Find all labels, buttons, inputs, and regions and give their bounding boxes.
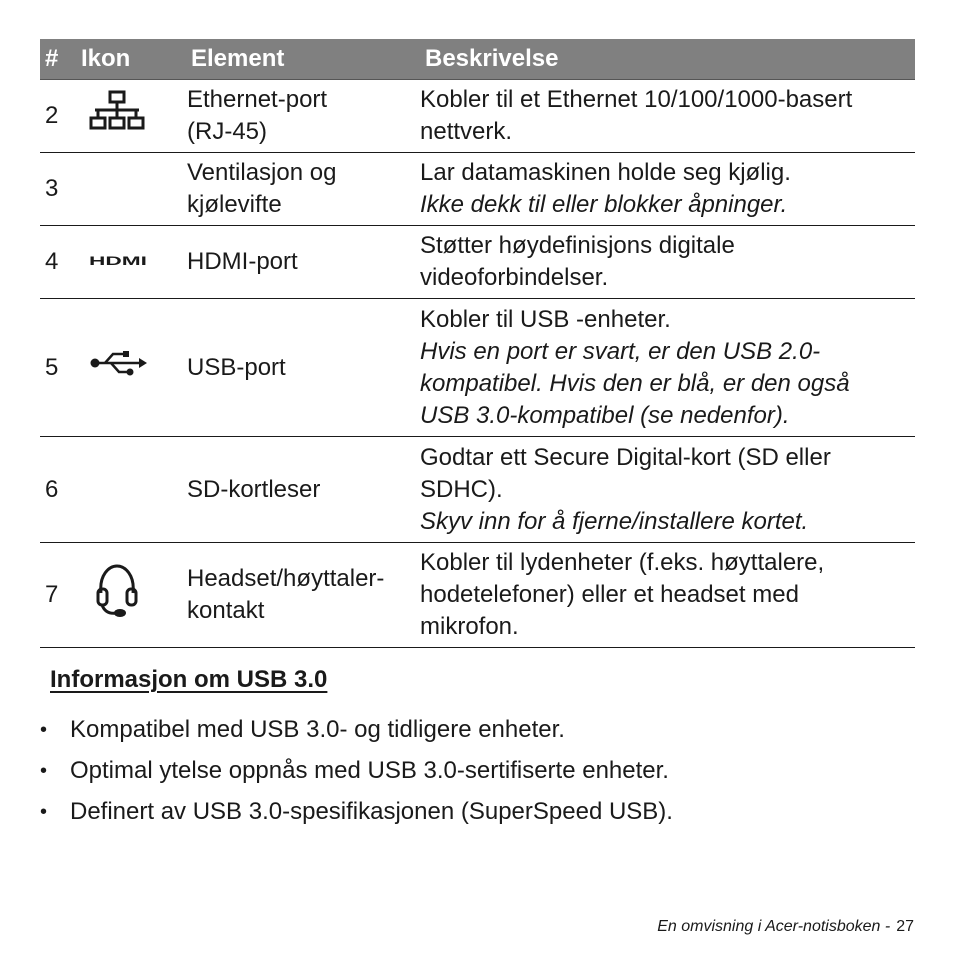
svg-text:HDMI: HDMI xyxy=(89,255,147,268)
row-element xyxy=(186,437,420,543)
list-item xyxy=(40,796,673,837)
usb-icon xyxy=(89,348,186,387)
element-line: USB-port xyxy=(187,353,286,381)
row-icon-cell xyxy=(81,437,186,543)
row-description xyxy=(420,437,915,543)
header-num: # xyxy=(40,39,81,80)
row-number: 3 xyxy=(40,153,81,226)
element-line: HDMI-port xyxy=(187,248,298,275)
ethernet-icon xyxy=(89,90,186,143)
row-number: 2 xyxy=(40,80,81,153)
description-line: hodetelefoner) eller et headset med xyxy=(420,581,799,608)
row-description xyxy=(420,226,915,299)
description-line: SDHC). xyxy=(420,475,503,503)
table-header-row xyxy=(40,39,915,80)
table-row xyxy=(40,153,915,226)
row-element xyxy=(186,80,420,153)
row-icon-cell xyxy=(81,226,186,299)
element-line: Headset/høyttaler- xyxy=(187,565,385,592)
hdmi-icon xyxy=(89,246,186,278)
table-row xyxy=(40,226,915,299)
description-note: Ikke dekk til eller blokker åpninger. xyxy=(420,191,788,218)
description-line: nettverk. xyxy=(420,118,513,145)
row-element xyxy=(186,226,420,299)
row-element xyxy=(186,543,420,648)
row-icon-cell xyxy=(81,80,186,153)
header-icon: Ikon xyxy=(81,39,186,80)
description-line: Kobler til et Ethernet 10/100/1000-basert xyxy=(420,86,853,113)
description-line: Kobler til lydenheter (f.eks. høyttalere, xyxy=(420,549,825,576)
table-row xyxy=(40,299,915,437)
description-line: mikrofon. xyxy=(420,613,519,640)
element-line: SD-kortleser xyxy=(187,475,321,503)
row-description xyxy=(420,153,915,226)
table-row xyxy=(40,437,915,543)
bullet-list xyxy=(40,714,673,837)
description-line: Støtter høydefinisjons digitale xyxy=(420,232,735,259)
table-row xyxy=(40,543,915,648)
table-row xyxy=(40,80,915,153)
row-element xyxy=(186,153,420,226)
bullet-icon: • xyxy=(40,760,48,782)
row-icon-cell xyxy=(81,299,186,437)
element-line: Ventilasjon og xyxy=(187,159,337,186)
description-line: videoforbindelser. xyxy=(420,264,609,291)
headset-icon xyxy=(95,563,186,628)
element-line: kontakt xyxy=(187,597,265,624)
row-number: 4 xyxy=(40,226,81,299)
row-icon-cell xyxy=(81,543,186,648)
header-element: Element xyxy=(186,39,420,80)
row-icon-cell xyxy=(81,153,186,226)
page-footer xyxy=(657,918,914,936)
bullet-icon: • xyxy=(40,719,48,741)
list-item-text: Definert av USB 3.0-spesifikasjonen (SuperSpeed USB). xyxy=(70,798,673,825)
list-item xyxy=(40,755,673,796)
description-note: Hvis en port er svart, er den USB 2.0- xyxy=(420,337,821,365)
description-note: USB 3.0-kompatibel (se nedenfor). xyxy=(420,401,790,429)
description-line: Godtar ett Secure Digital-kort (SD eller xyxy=(420,443,831,471)
header-description: Beskrivelse xyxy=(420,39,915,80)
row-description xyxy=(420,299,915,437)
page-number: 27 xyxy=(896,918,914,935)
description-note: kompatibel. Hvis den er blå, er den også xyxy=(420,369,850,397)
list-item-text: Kompatibel med USB 3.0- og tidligere enheter. xyxy=(70,716,565,743)
element-line: Ethernet-port xyxy=(187,86,328,113)
element-line: (RJ-45) xyxy=(187,118,268,145)
description-line: Lar datamaskinen holde seg kjølig. xyxy=(420,159,791,186)
row-number: 5 xyxy=(40,299,81,437)
row-description xyxy=(420,80,915,153)
description-line: Kobler til USB -enheter. xyxy=(420,305,671,333)
list-item-text: Optimal ytelse oppnås med USB 3.0-sertifiserte enheter. xyxy=(70,757,669,784)
row-number: 7 xyxy=(40,543,81,648)
element-line: kjølevifte xyxy=(187,191,282,218)
section-heading: Informasjon om USB 3.0 xyxy=(50,666,328,693)
row-description xyxy=(420,543,915,648)
row-number: 6 xyxy=(40,437,81,543)
description-note: Skyv inn for å fjerne/installere kortet. xyxy=(420,507,809,535)
row-element xyxy=(186,299,420,437)
footer-text: En omvisning i Acer-notisboken - xyxy=(657,918,891,935)
bullet-icon: • xyxy=(40,801,48,823)
list-item xyxy=(40,714,673,755)
port-table xyxy=(40,39,915,648)
